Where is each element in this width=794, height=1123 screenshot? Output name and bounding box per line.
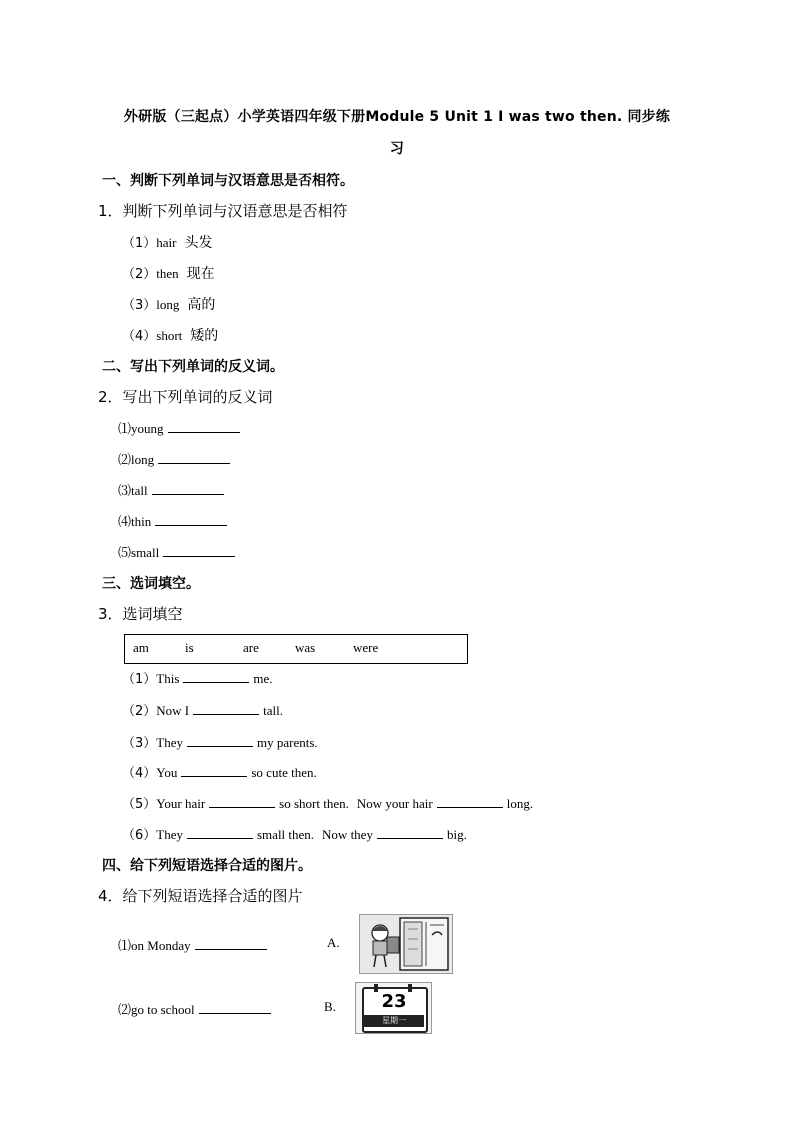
word-bank-word: am xyxy=(133,640,149,655)
item-text: tall. xyxy=(263,703,283,718)
item-text: They xyxy=(156,827,183,842)
item-text: You xyxy=(156,765,178,780)
item-english: young xyxy=(131,421,164,436)
item-number: （3） xyxy=(122,736,157,751)
item-text: so cute then. xyxy=(251,765,317,780)
calendar-picture xyxy=(355,982,432,1034)
section-1-heading: 一、判断下列单词与汉语意思是否相符。 xyxy=(102,173,354,189)
answer-blank[interactable] xyxy=(187,734,253,747)
item-text: This xyxy=(156,671,180,686)
item-text: Now your hair xyxy=(356,796,433,811)
question-4: 4．给下列短语选择合适的图片 xyxy=(98,887,303,905)
page-title-continued: 习 xyxy=(389,141,405,157)
q2-item-1 xyxy=(118,418,244,437)
item-number: （4） xyxy=(122,766,157,781)
option-b-label: B. xyxy=(324,999,336,1014)
answer-blank[interactable] xyxy=(437,795,503,808)
q4-item-1 xyxy=(118,935,271,954)
calendar-weekday: 星期一 xyxy=(364,1015,424,1027)
item-number: （2） xyxy=(122,704,157,719)
item-number: ⑴ xyxy=(118,422,132,437)
question-1: 1．判断下列单词与汉语意思是否相符 xyxy=(98,202,348,220)
answer-blank[interactable] xyxy=(193,702,259,715)
answer-blank[interactable] xyxy=(209,795,275,808)
item-text: big. xyxy=(446,827,467,842)
section-3-heading: 三、选词填空。 xyxy=(102,576,200,592)
word-bank-word: are xyxy=(243,640,259,655)
item-text: small then. xyxy=(257,827,315,842)
item-chinese: 矮的 xyxy=(190,328,219,344)
q2-item-2 xyxy=(118,449,234,468)
word-bank-word: were xyxy=(353,640,379,655)
item-text: so short then. xyxy=(279,796,349,811)
q1-item-2 xyxy=(122,263,215,283)
item-english: long xyxy=(131,452,155,467)
item-english: tall xyxy=(131,483,148,498)
item-chinese: 高的 xyxy=(187,297,216,313)
q3-item-3 xyxy=(122,732,318,751)
q2-item-5 xyxy=(118,542,239,561)
answer-blank[interactable] xyxy=(163,544,235,557)
item-english: thin xyxy=(131,514,152,529)
word-bank-word: is xyxy=(185,640,194,655)
answer-blank[interactable] xyxy=(158,451,230,464)
item-text: me. xyxy=(253,671,273,686)
word-bank-box xyxy=(124,634,468,664)
item-number: ⑷ xyxy=(118,515,132,530)
item-english: long xyxy=(156,297,180,312)
section-2-heading: 二、写出下列单词的反义词。 xyxy=(102,359,284,375)
option-a-label: A. xyxy=(327,935,340,950)
item-number: （4） xyxy=(122,329,157,344)
word-bank-word: was xyxy=(295,640,316,655)
child-at-door-icon xyxy=(360,915,452,973)
q1-item-3 xyxy=(122,294,215,314)
item-text: my parents. xyxy=(257,735,318,750)
item-text: long. xyxy=(506,796,534,811)
section-4-heading: 四、给下列短语选择合适的图片。 xyxy=(102,858,312,874)
calendar-ring-icon xyxy=(374,984,378,992)
item-english: hair xyxy=(156,235,177,250)
answer-blank[interactable] xyxy=(199,1001,271,1014)
item-english: small xyxy=(131,545,160,560)
item-number: ⑶ xyxy=(118,484,132,499)
q3-item-6 xyxy=(122,824,467,843)
answer-blank[interactable] xyxy=(152,482,224,495)
answer-blank[interactable] xyxy=(168,420,240,433)
answer-blank[interactable] xyxy=(181,764,247,777)
item-number: ⑴ xyxy=(118,939,132,954)
answer-blank[interactable] xyxy=(377,826,443,839)
item-number: ⑸ xyxy=(118,546,132,561)
q3-item-2 xyxy=(122,700,283,719)
school-door-picture xyxy=(359,914,453,974)
page-title: 外研版（三起点）小学英语四年级下册Module 5 Unit 1 I was two then. 同步练 xyxy=(123,109,671,125)
item-number: （3） xyxy=(122,298,157,313)
item-number: （6） xyxy=(122,828,157,843)
question-3: 3．选词填空 xyxy=(98,605,183,623)
q2-item-3 xyxy=(118,480,228,499)
item-chinese: 现在 xyxy=(186,266,215,282)
item-number: ⑵ xyxy=(118,453,132,468)
calendar-ring-icon xyxy=(408,984,412,992)
answer-blank[interactable] xyxy=(183,670,249,683)
q4-item-2 xyxy=(118,999,275,1018)
item-english: then xyxy=(156,266,179,281)
item-chinese: 头发 xyxy=(184,235,213,251)
q3-item-5 xyxy=(122,793,533,812)
q3-item-4 xyxy=(122,762,317,781)
answer-blank[interactable] xyxy=(195,937,267,950)
item-text: Now I xyxy=(156,703,190,718)
item-number: （5） xyxy=(122,797,157,812)
item-number: （1） xyxy=(122,672,157,687)
item-text: Now they xyxy=(322,827,373,842)
item-english: go to school xyxy=(131,1002,195,1017)
item-english: short xyxy=(156,328,183,343)
q3-item-1 xyxy=(122,668,273,687)
item-number: （1） xyxy=(122,236,157,251)
q1-item-4 xyxy=(122,325,218,345)
q1-item-1 xyxy=(122,232,213,252)
item-text: Your hair xyxy=(156,796,206,811)
q2-item-4 xyxy=(118,511,231,530)
item-english: on Monday xyxy=(131,938,191,953)
question-2: 2．写出下列单词的反义词 xyxy=(98,388,273,406)
answer-blank[interactable] xyxy=(187,826,253,839)
item-number: ⑵ xyxy=(118,1003,132,1018)
answer-blank[interactable] xyxy=(155,513,227,526)
calendar-date: 23 xyxy=(381,991,407,1012)
item-text: They xyxy=(156,735,183,750)
item-number: （2） xyxy=(122,267,157,282)
